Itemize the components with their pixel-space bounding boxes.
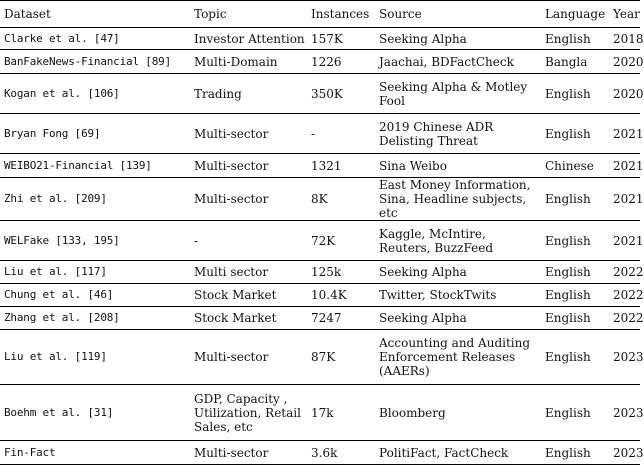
cell-source: Jaachai, BDFactCheck <box>375 50 541 74</box>
cell-language: English <box>541 307 609 330</box>
cell-topic: Multi-sector <box>190 178 307 221</box>
header-topic: Topic <box>190 1 307 28</box>
cell-year: 2022 <box>609 261 640 284</box>
cell-language: English <box>541 221 609 261</box>
cell-language: Bangla <box>541 50 609 74</box>
table-row <box>0 114 640 154</box>
cell-language: English <box>541 114 609 154</box>
cell-language: English <box>541 178 609 221</box>
cell-year: 2022 <box>609 284 640 307</box>
cell-source: Accounting and Auditing Enforcement Releases (AAERs) <box>375 330 541 385</box>
table-row <box>0 221 640 261</box>
cell-topic: Multi-sector <box>190 330 307 385</box>
cell-topic: Multi-sector <box>190 154 307 178</box>
cell-topic: Trading <box>190 74 307 114</box>
cell-year: 2021 <box>609 221 640 261</box>
header-language: Language <box>541 1 609 28</box>
header-dataset: Dataset <box>0 1 190 28</box>
cell-topic: Multi sector <box>190 261 307 284</box>
table-row <box>0 261 640 284</box>
cell-dataset: BanFakeNews-Financial [89] <box>0 50 190 74</box>
cell-year: 2021 <box>609 178 640 221</box>
table-row <box>0 284 640 307</box>
cell-source: PolitiFact, FactCheck <box>375 441 541 465</box>
cell-source: Seeking Alpha <box>375 28 541 50</box>
header-source: Source <box>375 1 541 28</box>
table-row <box>0 178 640 221</box>
cell-instances: 87K <box>307 330 375 385</box>
cell-language: English <box>541 441 609 465</box>
cell-topic: Investor Attention <box>190 28 307 50</box>
cell-dataset: Bryan Fong [69] <box>0 114 190 154</box>
table-row <box>0 307 640 330</box>
table-row <box>0 50 640 74</box>
cell-topic: Stock Market <box>190 307 307 330</box>
cell-source: Seeking Alpha <box>375 261 541 284</box>
cell-instances: 7247 <box>307 307 375 330</box>
cell-instances: 350K <box>307 74 375 114</box>
cell-language: English <box>541 385 609 441</box>
cell-topic: Multi-sector <box>190 114 307 154</box>
table-body <box>0 28 644 465</box>
cell-instances: 1321 <box>307 154 375 178</box>
cell-instances: 10.4K <box>307 284 375 307</box>
header-row <box>0 1 640 28</box>
table-row <box>0 28 640 50</box>
table-row <box>0 74 640 114</box>
cell-topic: Multi-sector <box>190 441 307 465</box>
cell-dataset: Liu et al. [119] <box>0 330 190 385</box>
cell-language: English <box>541 330 609 385</box>
cell-source: Seeking Alpha <box>375 307 541 330</box>
cell-source: East Money Information, Sina, Headline subjects, etc <box>375 178 541 221</box>
cell-topic: - <box>190 221 307 261</box>
cell-dataset: Chung et al. [46] <box>0 284 190 307</box>
cell-source: Twitter, StockTwits <box>375 284 541 307</box>
header-instances: Instances <box>307 1 375 28</box>
cell-topic: Stock Market <box>190 284 307 307</box>
cell-instances: 17k <box>307 385 375 441</box>
cell-year: 2020 <box>609 74 640 114</box>
cell-dataset: Zhang et al. [208] <box>0 307 190 330</box>
cell-source: Kaggle, McIntire, Reuters, BuzzFeed <box>375 221 541 261</box>
cell-language: Chinese <box>541 154 609 178</box>
cell-dataset: Kogan et al. [106] <box>0 74 190 114</box>
cell-instances: 72K <box>307 221 375 261</box>
cell-year: 2020 <box>609 50 640 74</box>
table-header <box>0 1 640 28</box>
cell-year: 2023 <box>609 330 640 385</box>
cell-instances: 125k <box>307 261 375 284</box>
cell-source: Bloomberg <box>375 385 541 441</box>
cell-dataset: Fin-Fact <box>0 441 190 465</box>
cell-dataset: WEIBO21-Financial [139] <box>0 154 190 178</box>
cell-language: English <box>541 74 609 114</box>
cell-instances: 157K <box>307 28 375 50</box>
cell-dataset: Zhi et al. [209] <box>0 178 190 221</box>
cell-source: 2019 Chinese ADR Delisting Threat <box>375 114 541 154</box>
cell-topic: GDP, Capacity , Utilization, Retail Sales, etc <box>190 385 307 441</box>
cell-dataset: Boehm et al. [31] <box>0 385 190 441</box>
cell-language: English <box>541 28 609 50</box>
cell-source: Sina Weibo <box>375 154 541 178</box>
cell-year: 2022 <box>609 307 640 330</box>
table-row <box>0 154 640 178</box>
cell-dataset: WELFake [133, 195] <box>0 221 190 261</box>
cell-year: 2023 <box>609 385 640 441</box>
cell-topic: Multi-Domain <box>190 50 307 74</box>
cell-dataset: Liu et al. [117] <box>0 261 190 284</box>
cell-instances: 1226 <box>307 50 375 74</box>
header-year: Year <box>609 1 640 28</box>
cell-year: 2021 <box>609 114 640 154</box>
cell-year: 2023 <box>609 441 640 465</box>
cell-instances: 3.6k <box>307 441 375 465</box>
cell-instances: 8K <box>307 178 375 221</box>
cell-dataset: Clarke et al. [47] <box>0 28 190 50</box>
cell-instances: - <box>307 114 375 154</box>
cell-language: English <box>541 284 609 307</box>
cell-language: English <box>541 261 609 284</box>
table-row <box>0 441 640 465</box>
table-row <box>0 330 640 385</box>
cell-year: 2018 <box>609 28 640 50</box>
table-row <box>0 385 640 441</box>
cell-source: Seeking Alpha & Motley Fool <box>375 74 541 114</box>
cell-year: 2021 <box>609 154 640 178</box>
